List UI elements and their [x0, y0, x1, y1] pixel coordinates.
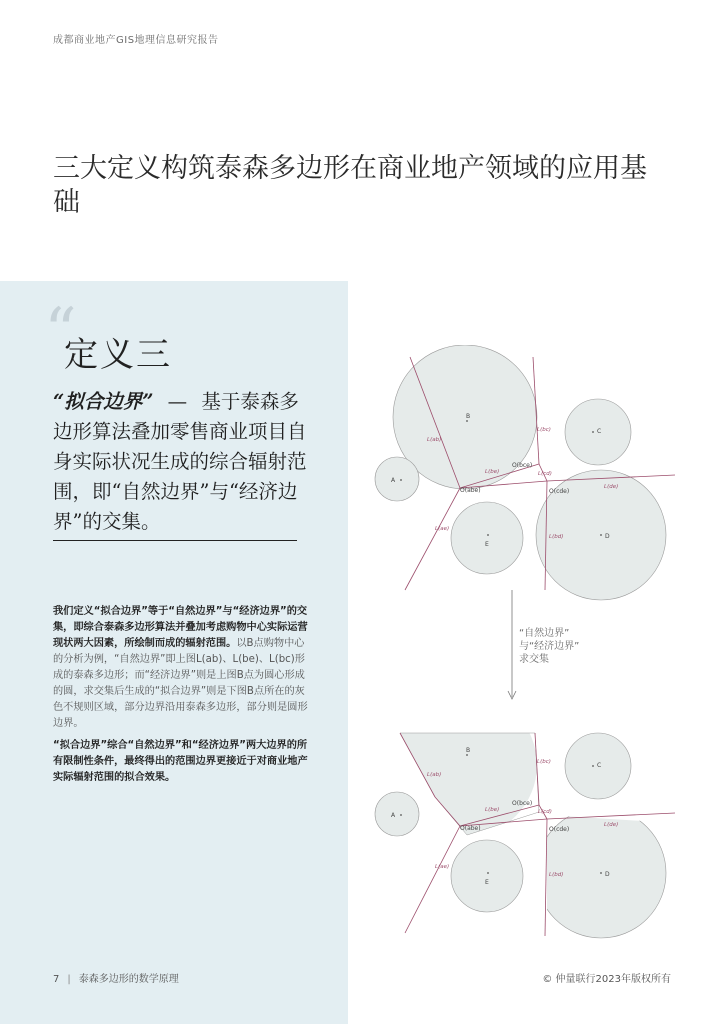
definition-term: “拟合边界”: [53, 390, 154, 413]
lower-vertex-cde: O(cde): [549, 826, 570, 833]
upper-edge-be: L(be): [485, 469, 500, 475]
definition-body: 基于泰森多边形算法叠加零售商业项目自身实际状况生成的综合辐射范围，即“自然边界”与“经济边界”的交集。: [53, 390, 307, 533]
upper-vertex-abe: O(abe): [460, 487, 481, 494]
lower-label-a: A: [391, 812, 396, 819]
body-paragraph-1-bold: 我们定义“拟合边界”等于“自然边界”与“经济边界”的交集，即综合泰森多边形算法并叠加考虑购物中心实际运营现状两大因素，所绘制而成的辐射范围。: [53, 606, 308, 649]
body-paragraph-1: [53, 604, 309, 732]
transition-label-line-2: 与“经济边界”: [519, 641, 580, 652]
upper-edge-ae: L(ae): [435, 526, 450, 532]
lower-edge-bc: L(bc): [537, 759, 551, 765]
upper-edge-ab: L(ab): [427, 437, 442, 443]
upper-edge-bc: L(bc): [537, 427, 551, 433]
definition-dash: —: [167, 390, 188, 413]
lower-diagram: [375, 693, 675, 938]
circle-e: [451, 502, 523, 574]
lower-circle-e: [451, 840, 523, 912]
upper-label-c: C: [597, 428, 602, 435]
body-paragraph-1-normal: 以B点购物中心的分析为例，“自然边界”即上图L(ab)、L(be)、L(bc)形成的泰森多边形；而“经济边界”则是上图B点为圆心形成的圆，求交集后生成的“拟合边界”则是下图B点所在的灰色不规则区域，部分边界沿用泰森多边形，部分则是圆形边界。: [53, 638, 308, 729]
lower-label-c: C: [597, 762, 602, 769]
divider: [53, 540, 297, 541]
upper-edge-de: L(de): [604, 484, 619, 490]
lower-vertex-abe: O(abe): [460, 825, 481, 832]
lower-edge-ab: L(ab): [427, 772, 442, 778]
body-text: [53, 604, 309, 792]
upper-vertex-cde: O(cde): [549, 488, 570, 495]
upper-label-b: B: [466, 413, 471, 420]
definition-text: [53, 387, 315, 537]
upper-label-d: D: [605, 533, 610, 540]
transition-arrow: [508, 590, 516, 699]
footer-left: 7 | 泰森多边形的数学原理: [53, 974, 179, 985]
transition-label-line-1: “自然边界”: [519, 628, 570, 639]
circle-a: [375, 457, 419, 501]
lower-vertex-bce: O(bce): [512, 800, 533, 807]
lower-circle-a: [375, 792, 419, 836]
upper-label-e: E: [485, 541, 489, 548]
page-number: 7: [53, 974, 60, 985]
lower-label-e: E: [485, 879, 489, 886]
lower-edge-be: L(be): [485, 807, 500, 813]
definition-heading: 定义三: [64, 335, 172, 375]
body-paragraph-2: “拟合边界”综合“自然边界”和“经济边界”两大边界的所有限制性条件，最终得出的范围边界更接近于对商业地产实际辐射范围的拟合效果。: [53, 740, 308, 783]
upper-vertex-bce: O(bce): [512, 462, 533, 469]
upper-edge-cd: L(cd): [538, 471, 552, 477]
page-title: 三大定义构筑泰森多边形在商业地产领域的应用基础: [53, 153, 647, 219]
lower-edge-de: L(de): [604, 822, 619, 828]
lower-edge-bd: L(bd): [549, 872, 564, 878]
upper-diagram: [375, 345, 675, 600]
transition-label-line-3: 求交集: [519, 654, 549, 665]
quote-mark: “: [44, 295, 77, 369]
report-header-title: 成都商业地产GIS地理信息研究报告: [53, 35, 219, 46]
upper-label-a: A: [391, 477, 396, 484]
transition-label: [519, 627, 579, 666]
lower-edge-ae: L(ae): [435, 864, 450, 870]
lower-label-d: D: [605, 871, 610, 878]
section-name: 泰森多边形的数学原理: [78, 974, 179, 985]
footer-copyright: © 仲量联行2023年版权所有: [542, 974, 671, 985]
lower-label-b: B: [466, 747, 471, 754]
lower-edge-cd: L(cd): [538, 809, 552, 815]
upper-edge-bd: L(bd): [549, 534, 564, 540]
